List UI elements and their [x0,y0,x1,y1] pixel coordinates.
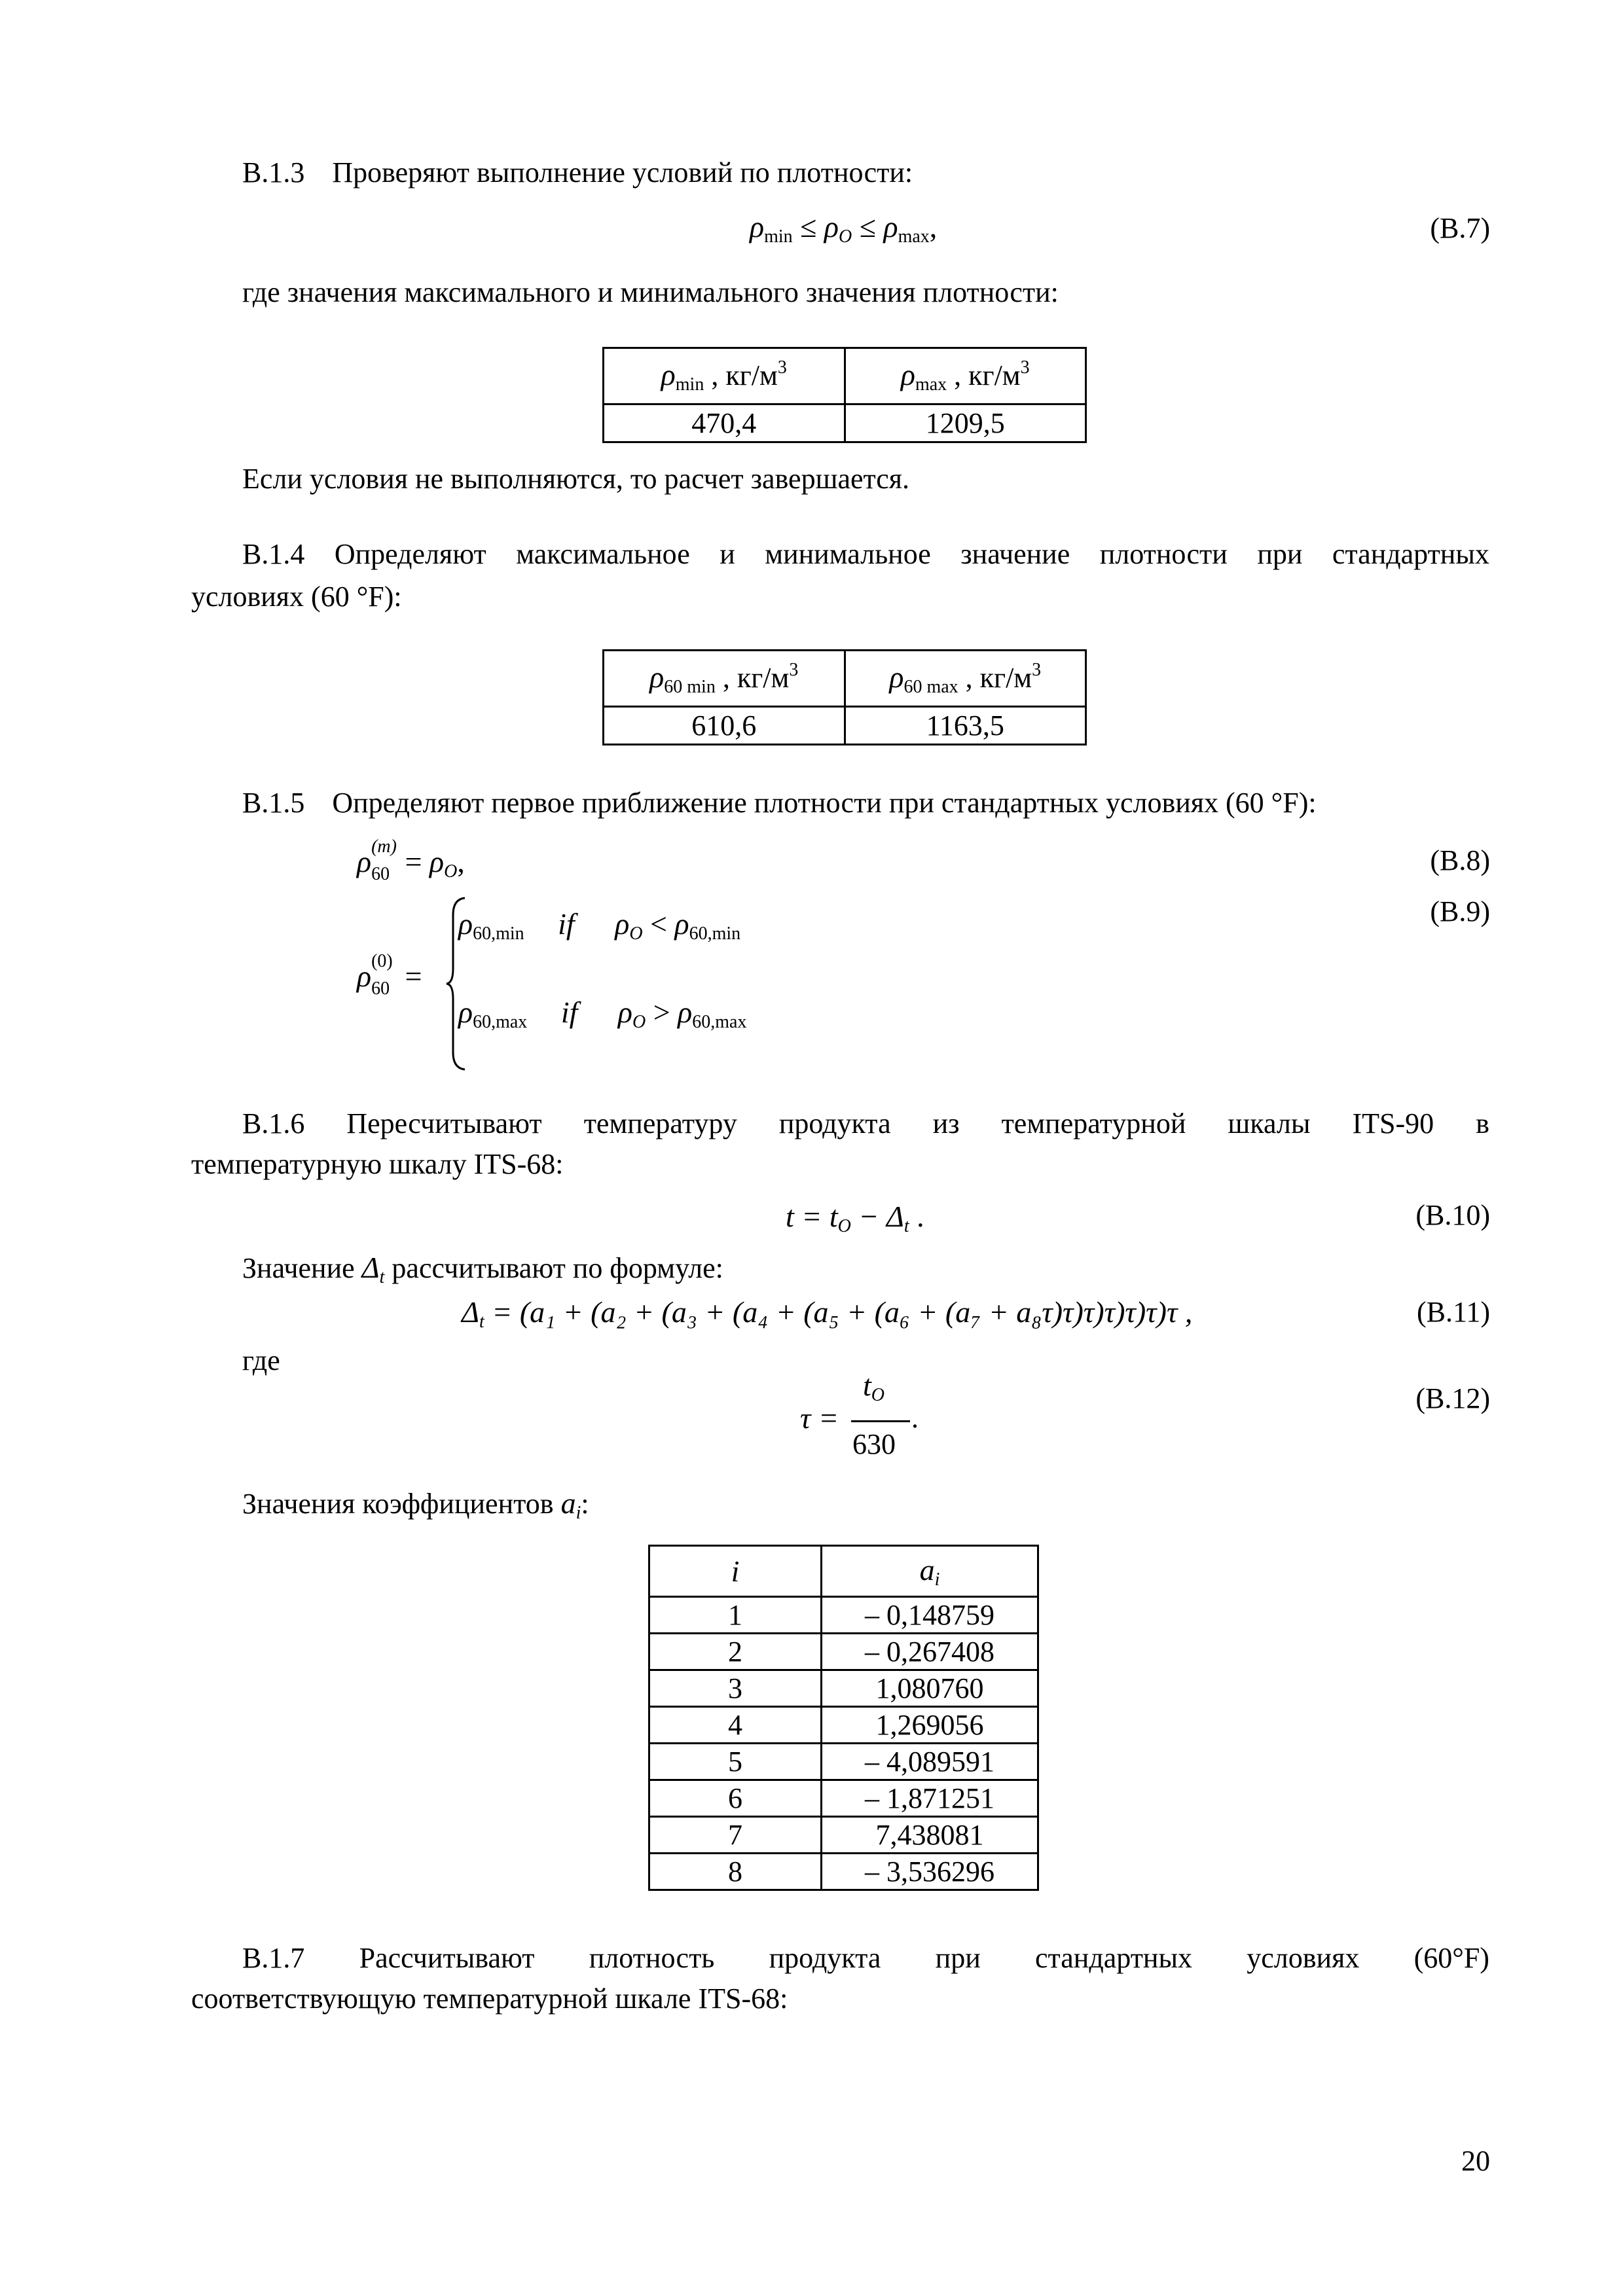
density-60-table [602,649,1087,745]
section-b13-heading [242,155,913,190]
table-row: 5 – 4,089591 [649,1744,1038,1780]
value-rho-60-max: 1163,5 [845,707,1086,745]
formula-b7: $\rho_{min} \le \rho O \le \rho_{max}$, [750,210,938,247]
section-b16-line1: В.1.6 Пересчитывают температуру продукта из температурной шкалы ITS-90 в [242,1106,1489,1141]
equation-number-b7: (В.7) [1430,212,1490,244]
section-b17-line2: соответствующую температурной шкале ITS-68: [191,1982,788,2015]
section-number: В.1.5 [242,787,305,819]
delta-value-text: Значение Δt рассчитывают по формуле: [242,1251,723,1287]
value-rho-min: 470,4 [604,404,845,442]
formula-b11: Δt = (a₁ + (a₂ + (a₃ + (a₄ + (a₅ + (a₆ + (a₇ + a₈τ)τ)τ)τ)τ)τ)τ , [462,1295,1193,1332]
section-text: Проверяют выполнение условий по плотности: [332,156,913,188]
note-text: Если условия не выполняются, то расчет завершается. [242,463,910,495]
where-word: где [242,1344,280,1376]
section-number: В.1.3 [242,156,305,188]
coefficients-table [648,1545,1039,1891]
value-rho-max: 1209,5 [845,404,1086,442]
table-row: 2 – 0,267408 [649,1634,1038,1670]
section-b14-line1: В.1.4 Определяют максимальное и минимальное значение плотности при стандартных [242,537,1489,572]
page-number: 20 [1461,2145,1490,2177]
equation-number-b10: (В.10) [1415,1199,1490,1231]
table-row: 1 – 0,148759 [649,1597,1038,1634]
table-row: 6 – 1,871251 [649,1780,1038,1817]
equation-number-b11: (В.11) [1416,1296,1490,1328]
section-b14-line2: условиях (60 °F): [191,581,402,613]
equation-number-b9: (В.9) [1430,895,1490,927]
section-number: В.1.6 [242,1107,305,1139]
table-row: 3 1,080760 [649,1670,1038,1707]
where-text: где значения максимального и минимального значения плотности: [242,276,1059,308]
equation-number-b12: (В.12) [1415,1382,1490,1414]
coefficients-text: Значения коэффициентов ai: [242,1486,589,1523]
section-b17-line1: В.1.7 Рассчитывают плотность продукта при стандартных условиях (60°F) [242,1941,1489,1976]
table-row: 4 1,269056 [649,1707,1038,1744]
header-i: i [649,1546,822,1597]
fraction-line [851,1420,910,1422]
header-rho-60-min: $\rho_{60 min}$ , $кг/м^3$ [604,651,845,707]
header-rho-max: $\rho_{max}$ , $кг/м^3$ [845,348,1086,404]
section-number: В.1.7 [242,1942,305,1974]
formula-b12-tail: . [911,1402,919,1434]
value-rho-60-min: 610,6 [604,707,845,745]
header-rho-min: $\rho_{min}$ , $кг/м^3$ [604,348,845,404]
section-b15-heading: В.1.5 Определяют первое приближение плотности при стандартных условиях (60 °F): [242,787,1317,819]
formula-b12-num: tO [863,1369,885,1405]
formula-b12-lhs: τ = [800,1401,839,1435]
formula-b12-den: 630 [852,1428,896,1460]
header-a: ai [822,1546,1038,1597]
formula-b9-case1: $\rho_{60,min}$ if $\rho O < \rho_{60,min}$ [458,907,741,944]
section-number: В.1.4 [242,538,305,570]
formula-b8: ρ (m) 60 = ρO, [357,836,465,884]
formula-b10: t = tO − Δt . [786,1200,924,1236]
table-row: 8 – 3,536296 [649,1854,1038,1890]
equation-number-b8: (В.8) [1430,844,1490,876]
table-row: 7 7,438081 [649,1817,1038,1854]
formula-b9-case2: $\rho_{60,max}$ if $\rho O > \rho_{60,max}$ [458,996,747,1032]
section-b16-line2: температурную шкалу ITS-68: [191,1148,564,1180]
density-limits-table [602,347,1087,443]
header-rho-60-max: $\rho_{60 max}$ , $кг/м^3$ [845,651,1086,707]
formula-b9-lhs: ρ (0) 60 = [357,951,422,999]
